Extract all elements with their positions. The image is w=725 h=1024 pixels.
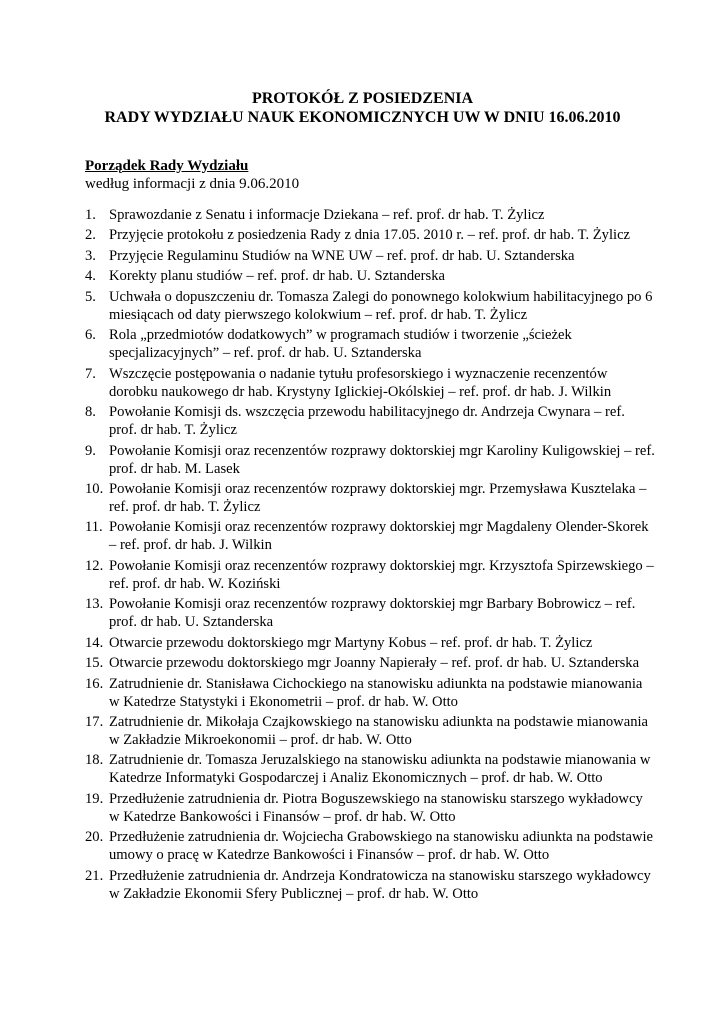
agenda-item	[85, 326, 655, 362]
agenda-item	[85, 675, 655, 711]
agenda-item-number: 10.	[85, 480, 104, 497]
agenda-heading: Porządek Rady Wydziału	[85, 158, 249, 174]
agenda-item-text: Przedłużenie zatrudnienia dr. Wojciecha Grabowskiego na stanowisku adiunkta na podstawie umowy o pracę w Katedrze Bankowości i Finansów – prof. dr hab. W. Otto	[109, 829, 654, 864]
agenda-item-text: Powołanie Komisji oraz recenzentów rozprawy doktorskiej mgr. Krzysztofa Spirzewskiego – ref. prof. dr hab. W. Koziński	[109, 557, 654, 592]
agenda-item-number: 7.	[85, 365, 96, 382]
agenda-item	[85, 480, 655, 516]
agenda-item-text: Zatrudnienie dr. Mikołaja Czajkowskiego na stanowisku adiunkta na podstawie mianowania w Zakładzie Mikroekonomii – prof. dr hab. W. Otto	[109, 714, 649, 748]
agenda-item	[85, 595, 655, 631]
agenda-item-text: Wszczęcie postępowania o nadanie tytułu profesorskiego i wyznaczenie recenzentów dorobku naukowego dr hab. Krystyny Iglickiej-Okólskiej – ref. prof. dr hab. J. Wilkin	[109, 365, 612, 400]
agenda-item	[85, 226, 655, 244]
document-title-line2: RADY WYDZIAŁU NAUK EKONOMICZNYCH UW W DNIU 16.06.2010	[104, 109, 621, 126]
agenda-item-text: Przyjęcie protokołu z posiedzenia Rady z dnia 17.05. 2010 r. – ref. prof. dr hab. T. Żylicz	[109, 227, 631, 244]
agenda-item-number: 15.	[85, 655, 104, 672]
agenda-item-number: 9.	[85, 442, 96, 459]
agenda-item	[85, 557, 655, 593]
agenda-item-number: 11.	[85, 519, 103, 536]
agenda-item-number: 20.	[85, 829, 104, 846]
agenda-item-text: Powołanie Komisji oraz recenzentów rozprawy doktorskiej mgr Magdaleny Olender-Skorek – ref. prof. dr hab. J. Wilkin	[109, 519, 649, 554]
agenda-item	[85, 713, 655, 749]
agenda-item	[85, 867, 655, 903]
agenda-item-text: Powołanie Komisji ds. wszczęcia przewodu habilitacyjnego dr. Andrzeja Cwynara – ref. prof. dr hab. T. Żylicz	[109, 404, 625, 439]
agenda-item-number: 1.	[85, 207, 96, 223]
agenda-item-number: 4.	[85, 268, 96, 285]
agenda-item-number: 17.	[85, 714, 104, 730]
agenda-item-text: Przyjęcie Regulaminu Studiów na WNE UW – ref. prof. dr hab. U. Sztanderska	[109, 247, 575, 264]
agenda-item	[85, 442, 655, 478]
agenda-item-number: 3.	[85, 247, 96, 264]
agenda-item	[85, 654, 655, 672]
agenda-item-text: Korekty planu studiów – ref. prof. dr hab. U. Sztanderska	[109, 268, 445, 285]
agenda-item-text: Uchwała o dopuszczeniu dr. Tomasza Zalegi do ponownego kolokwium habilitacyjnego po 6 miesiącach od daty pierwszego kolokwium – ref. prof. dr hab. T. Żylicz	[109, 288, 653, 323]
agenda-item	[85, 751, 655, 787]
agenda-item-number: 13.	[85, 596, 104, 613]
agenda-item-text: Powołanie Komisji oraz recenzentów rozprawy doktorskiej mgr Karoliny Kuligowskiej – ref. prof. dr hab. M. Lasek	[109, 442, 655, 477]
agenda-item-text: Przedłużenie zatrudnienia dr. Andrzeja Kondratowicza na stanowisku starszego wykładowcy w Zakładzie Ekonomii Sfery Publicznej – prof. dr hab. W. Otto	[109, 867, 651, 902]
agenda-item-number: 8.	[85, 404, 96, 421]
agenda-item-number: 2.	[85, 227, 96, 244]
agenda-subheading: według informacji z dnia 9.06.2010	[85, 176, 300, 192]
agenda-item	[85, 365, 655, 401]
document-title-line1: PROTOKÓŁ Z POSIEDZENIA	[251, 90, 474, 107]
agenda-item	[85, 403, 655, 439]
agenda-item	[85, 518, 655, 554]
agenda-item-number: 18.	[85, 752, 104, 769]
agenda-item	[85, 634, 655, 652]
agenda-item	[85, 790, 655, 826]
agenda-item-text: Przedłużenie zatrudnienia dr. Piotra Boguszewskiego na stanowisku starszego wykładowcy w Katedrze Bankowości i Finansów – prof. dr hab. W. Otto	[109, 790, 643, 825]
agenda-item-number: 19.	[85, 790, 104, 807]
agenda-item-text: Powołanie Komisji oraz recenzentów rozprawy doktorskiej mgr. Przemysława Kusztelaka – ref. prof. dr hab. T. Żylicz	[109, 480, 647, 515]
agenda-item-text: Zatrudnienie dr. Stanisława Cichockiego na stanowisku adiunkta na podstawie mianowania w Katedrze Statystyki i Ekonometrii – prof. dr hab. W. Otto	[109, 675, 643, 710]
agenda-item-text: Otwarcie przewodu doktorskiego mgr Joanny Napierały – ref. prof. dr hab. U. Sztanderska	[109, 655, 640, 672]
agenda-item-number: 12.	[85, 557, 104, 574]
agenda-item	[85, 267, 655, 285]
agenda-item-text: Sprawozdanie z Senatu i informacje Dziekana – ref. prof. dr hab. T. Żylicz	[109, 207, 545, 223]
agenda-item	[85, 828, 655, 864]
agenda-item-number: 6.	[85, 327, 96, 344]
agenda-item-text: Otwarcie przewodu doktorskiego mgr Martyny Kobus – ref. prof. dr hab. T. Żylicz	[109, 634, 593, 651]
agenda-item	[85, 247, 655, 265]
agenda-item-number: 21.	[85, 867, 104, 884]
agenda-item	[85, 206, 655, 224]
agenda-item-number: 14.	[85, 634, 104, 651]
agenda-item-text: Zatrudnienie dr. Tomasza Jeruzalskiego na stanowisku adiunkta na podstawie mianowania w Katedrze Informatyki Gospodarczej i Analiz Ekonomicznych – prof. dr hab. W. Otto	[109, 752, 651, 787]
agenda-item-number: 16.	[85, 675, 104, 692]
agenda-item-text: Rola „przedmiotów dodatkowych” w programach studiów i tworzenie „ścieżek specjalizacyjnych” – ref. prof. dr hab. U. Sztanderska	[109, 327, 572, 362]
agenda-item-number: 5.	[85, 288, 96, 305]
agenda-item	[85, 288, 655, 324]
agenda-item-text: Powołanie Komisji oraz recenzentów rozprawy doktorskiej mgr Barbary Bobrowicz – ref. prof. dr hab. U. Sztanderska	[109, 596, 636, 631]
agenda-list	[85, 206, 655, 905]
